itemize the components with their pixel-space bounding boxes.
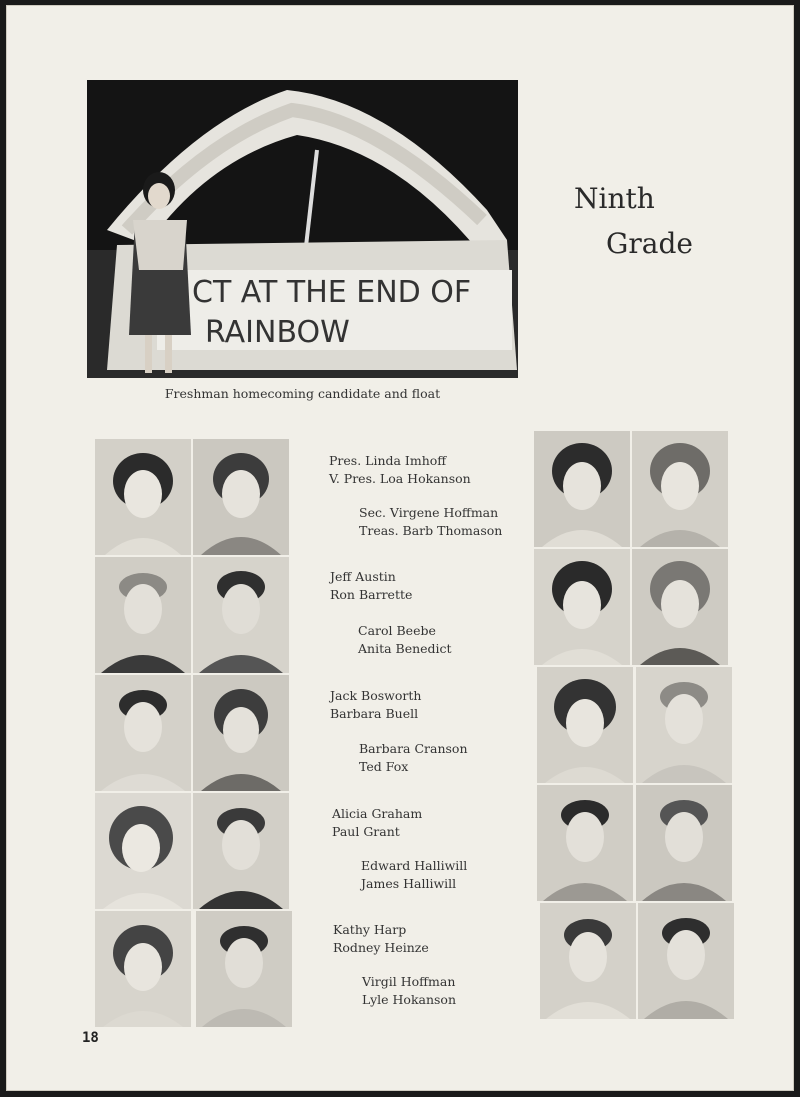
student-name: Edward Halliwill: [361, 858, 468, 873]
student-portrait: [95, 911, 191, 1027]
student-portrait: [193, 675, 289, 791]
student-name: Alicia Graham: [332, 806, 423, 821]
student-portrait: [534, 431, 630, 547]
student-portrait: [537, 667, 633, 783]
student-portrait: [534, 549, 630, 665]
student-name: Ron Barrette: [330, 587, 413, 602]
student-portrait: [632, 549, 728, 665]
page-title-line1: Ninth: [574, 182, 655, 215]
student-name: Kathy Harp: [333, 922, 407, 937]
photo-caption: Freshman homecoming candidate and float: [164, 386, 441, 401]
officer-treasurer: Treas. Barb Thomason: [359, 523, 503, 538]
name-list: [330, 687, 421, 723]
student-name: Ted Fox: [359, 759, 409, 774]
student-portrait: [95, 557, 191, 673]
homecoming-float-photo: [87, 80, 518, 378]
student-portrait: [636, 667, 732, 783]
page-number: 18: [82, 1030, 99, 1046]
student-name: Paul Grant: [332, 824, 400, 839]
name-list: [361, 857, 467, 893]
student-name: Rodney Heinze: [333, 940, 429, 955]
student-portrait: [636, 785, 732, 901]
officers-top: [329, 452, 471, 488]
student-portrait: [95, 439, 191, 555]
student-portrait: [537, 785, 633, 901]
name-list: [358, 622, 452, 658]
student-name: Barbara Buell: [330, 706, 419, 721]
student-portrait: [193, 793, 289, 909]
name-list: [333, 921, 429, 957]
student-portrait: [632, 431, 728, 547]
student-name: Jeff Austin: [330, 569, 396, 584]
student-name: Barbara Cranson: [359, 741, 468, 756]
float-banner-line1: CT AT THE END OF: [192, 275, 472, 310]
student-portrait: [540, 903, 636, 1019]
student-name: Lyle Hokanson: [362, 992, 457, 1007]
name-list: [362, 973, 456, 1009]
student-name: James Halliwill: [361, 876, 457, 891]
name-list: [359, 740, 468, 776]
student-portrait: [95, 675, 191, 791]
student-portrait: [193, 439, 289, 555]
student-portrait: [638, 903, 734, 1019]
name-list: [332, 805, 422, 841]
student-name: Jack Bosworth: [330, 688, 422, 703]
student-name: Carol Beebe: [358, 623, 436, 638]
officer-vice-president: V. Pres. Loa Hokanson: [329, 471, 471, 486]
student-name: Anita Benedict: [358, 641, 452, 656]
officer-president: Pres. Linda Imhoff: [329, 453, 447, 468]
student-portrait: [95, 793, 191, 909]
officers-bottom: [359, 504, 502, 540]
student-name: Virgil Hoffman: [362, 974, 456, 989]
officer-secretary: Sec. Virgene Hoffman: [359, 505, 499, 520]
page-title-line2: Grade: [606, 227, 693, 260]
student-portrait: [196, 911, 292, 1027]
float-banner-line2: RAINBOW: [205, 315, 350, 350]
student-portrait: [193, 557, 289, 673]
name-list: [330, 568, 412, 604]
